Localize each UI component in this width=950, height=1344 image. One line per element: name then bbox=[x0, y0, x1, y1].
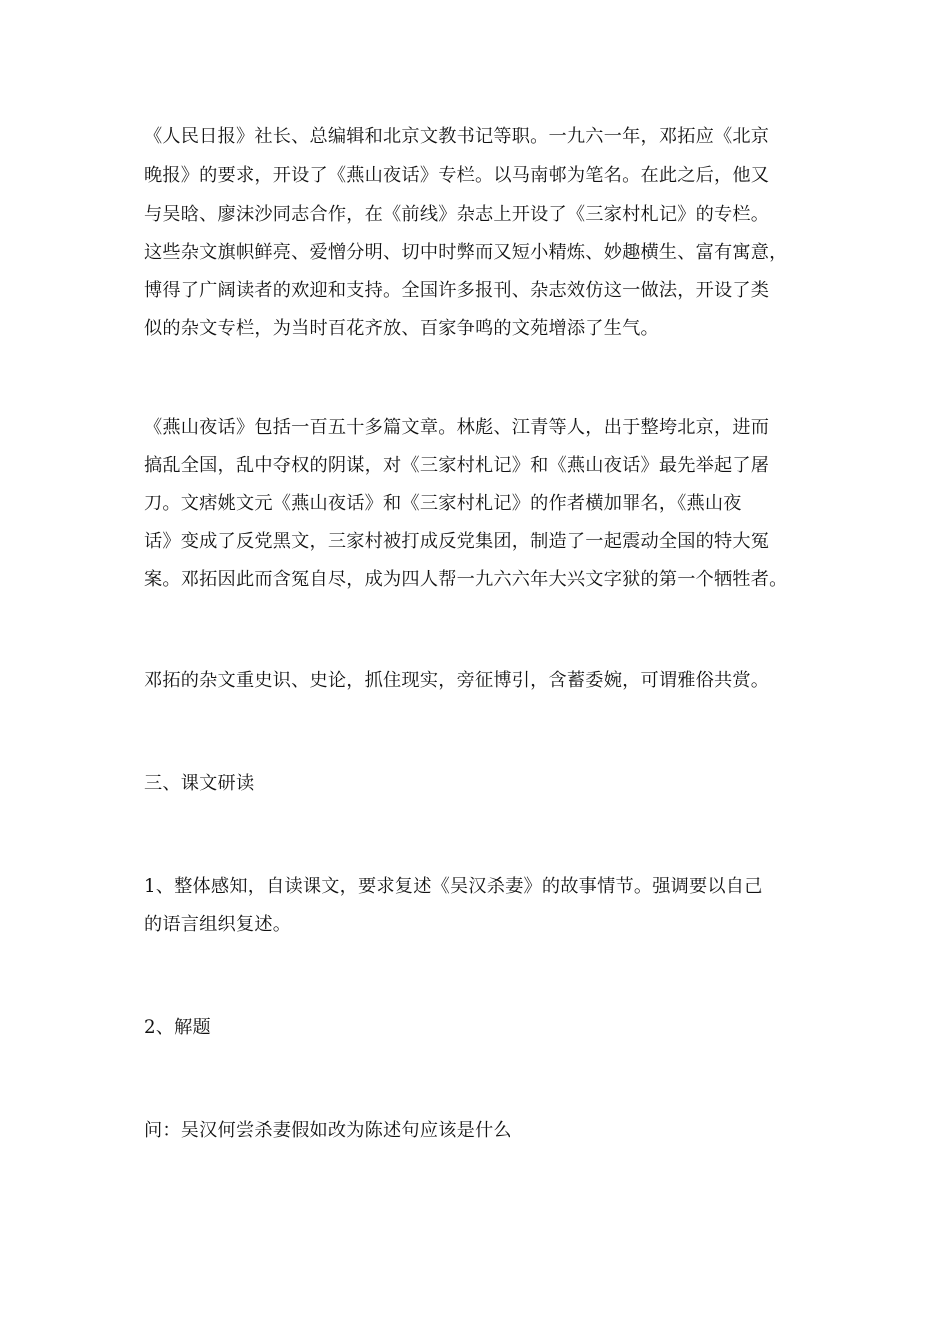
paragraph-1-line-6: 似的杂文专栏，为当时百花齐放、百家争鸣的文苑增添了生气。 bbox=[144, 318, 659, 339]
paragraph-2-line-5: 案。邓拓因此而含冤自尽，成为四人帮一九六六年大兴文字狱的第一个牺牲者。 bbox=[144, 569, 788, 590]
paragraph-1-line-5: 博得了广阔读者的欢迎和支持。全国许多报刊、杂志效仿这一做法，开设了类 bbox=[144, 280, 770, 301]
section-heading: 三、课文研读 bbox=[144, 773, 255, 794]
paragraph-2-line-4: 话》变成了反党黑文，三家村被打成反党集团，制造了一起震动全国的特大冤 bbox=[144, 531, 770, 552]
paragraph-3-line-1: 邓拓的杂文重史识、史论，抓住现实，旁征博引，含蓄委婉，可谓雅俗共赏。 bbox=[144, 670, 770, 691]
question-text: 问：吴汉何尝杀妻假如改为陈述句应该是什么 bbox=[144, 1120, 512, 1141]
paragraph-2-line-3: 刀。文痞姚文元《燕山夜话》和《三家村札记》的作者横加罪名，《燕山夜 bbox=[144, 493, 742, 514]
paragraph-2-line-1: 《燕山夜话》包括一百五十多篇文章。林彪、江青等人，出于整垮北京，进而 bbox=[144, 417, 770, 438]
paragraph-1-line-2: 晚报》的要求，开设了《燕山夜话》专栏。以马南邨为笔名。在此之后，他又 bbox=[144, 165, 770, 186]
item-2-heading: 2、解题 bbox=[144, 1017, 211, 1038]
paragraph-1-line-1: 《人民日报》社长、总编辑和北京文教书记等职。一九六一年，邓拓应《北京 bbox=[144, 126, 770, 147]
item-1-line-1: 1、整体感知，自读课文，要求复述《吴汉杀妻》的故事情节。强调要以自己 bbox=[144, 876, 763, 897]
paragraph-2-line-2: 搞乱全国，乱中夺权的阴谋，对《三家村札记》和《燕山夜话》最先举起了屠 bbox=[144, 455, 770, 476]
paragraph-1-line-4: 这些杂文旗帜鲜亮、爱憎分明、切中时弊而又短小精炼、妙趣横生、富有寓意， bbox=[144, 242, 788, 263]
paragraph-1-line-3: 与吴晗、廖沫沙同志合作，在《前线》杂志上开设了《三家村札记》的专栏。 bbox=[144, 204, 770, 225]
item-1-line-2: 的语言组织复述。 bbox=[144, 914, 292, 935]
